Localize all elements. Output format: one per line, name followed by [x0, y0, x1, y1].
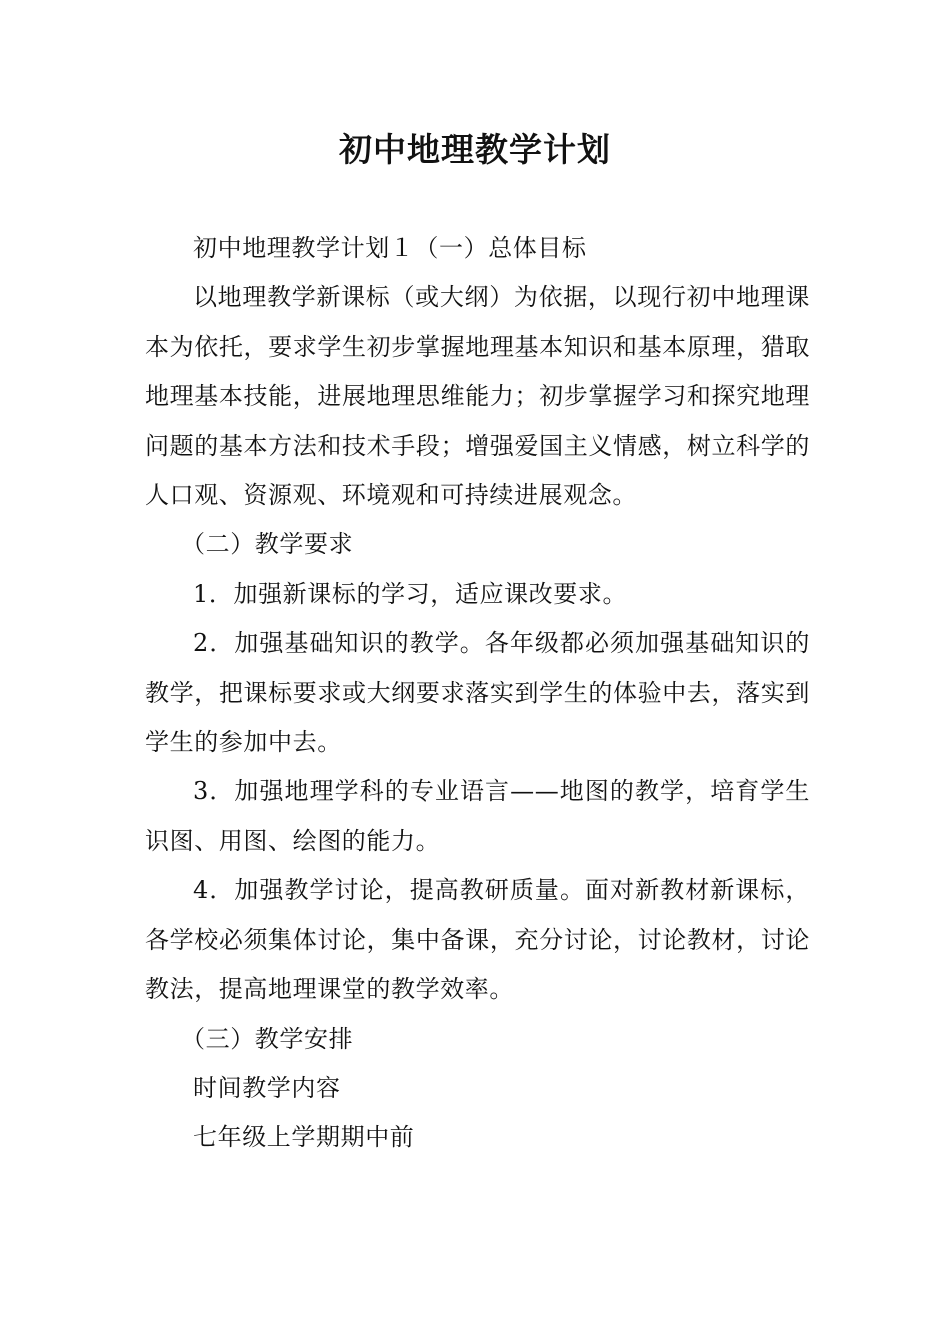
section-heading-requirements: （二）教学要求	[181, 530, 354, 559]
paragraph-requirement-1: 1．加强新课标的学习，适应课改要求。	[193, 579, 628, 608]
paragraph-requirement-2: 2．加强基础知识的教学。各年级都必须加强基础知识的教学，把课标要求或大纲要求落实到学生的体验中去，落实到学生的参加中去。	[145, 629, 810, 757]
paragraph-schedule-header: 时间教学内容	[193, 1073, 341, 1102]
paragraph-overall-goal: 以地理教学新课标（或大纲）为依据，以现行初中地理课本为依托，要求学生初步掌握地理基本知识和基本原理，猎取地理基本技能，进展地理思维能力；初步掌握学习和探究地理问题的基本方法和技术手段；增强爱国主义情感，树立科学的人口观、资源观、环境观和可持续进展观念。	[145, 283, 810, 510]
document-title: 初中地理教学计划	[339, 130, 611, 169]
document-body	[145, 224, 810, 1163]
paragraph-requirement-4: 4．加强教学讨论，提高教研质量。面对新教材新课标，各学校必须集体讨论，集中备课，充分讨论，讨论教材，讨论教法，提高地理课堂的教学效率。	[145, 876, 810, 1004]
paragraph-overall-goal-heading: 初中地理教学计划１（一）总体目标	[193, 234, 587, 262]
paragraph-schedule-row: 七年级上学期期中前	[193, 1123, 415, 1152]
paragraph-requirement-3: 3．加强地理学科的专业语言——地图的教学，培育学生识图、用图、绘图的能力。	[145, 777, 810, 855]
section-heading-schedule: （三）教学安排	[181, 1024, 354, 1053]
